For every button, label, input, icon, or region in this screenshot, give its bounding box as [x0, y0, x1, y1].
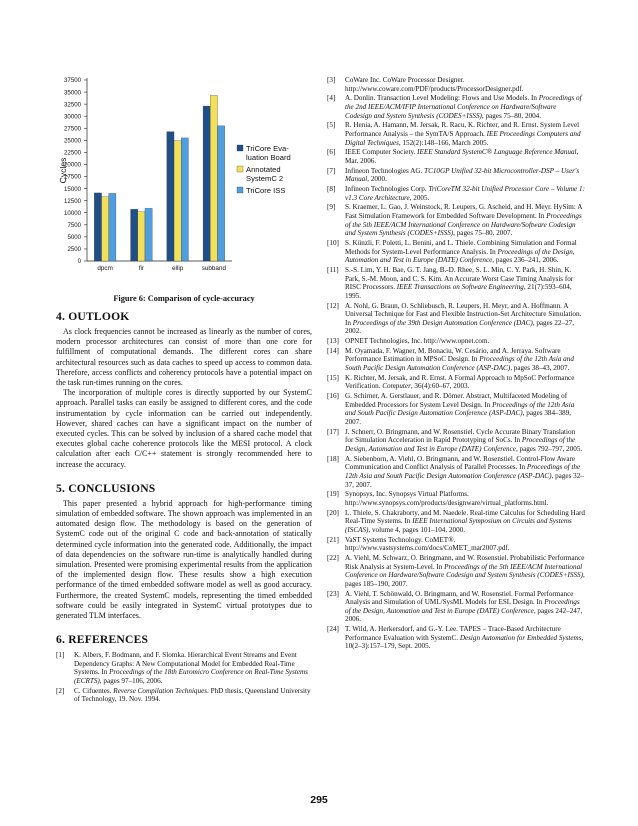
reference-number: [23] — [327, 589, 339, 598]
outlook-paragraph-2: The incorporation of multiple cores is directly supported by our SystemC approach. Parallel tasks can easily be assigned to different cores, and the code instrumentation by cycle information can be carried out independently. However, shared caches can have a significant impact on the number of executed cycles. This can be solved by inclusion of a shared cache model that executes global cache coherence protocols like the MESI protocol. A clock calculation after each C/C++ statement is strongly recommended here to increase the accuracy. — [56, 388, 312, 469]
page-number: 295 — [310, 794, 328, 806]
reference-text: , pages 384–389, 2007. — [345, 409, 572, 426]
reference-item — [327, 185, 585, 202]
bar — [167, 132, 174, 261]
reference-text: T. Wild, A. Herkersdorf, and G.-Y. Lee. TAPES – Trace-Based Architecture Performance Evaluation with SystemC. — [345, 625, 561, 642]
left-text — [56, 310, 312, 705]
reference-list-right — [327, 76, 585, 651]
reference-number: [20] — [327, 508, 339, 517]
reference-number: [1] — [56, 651, 65, 660]
reference-text: Proceedings of the Design, Automation and Test in Europe (DATE) Conference — [345, 436, 576, 453]
reference-item — [327, 167, 585, 184]
reference-item — [327, 121, 585, 147]
reference-text: S.-S. Lim, Y. H. Bae, G. T. Jang, B.-D. Rhee, S. L. Min, C. Y. Park, H. Shin, K. Park, S.-M. Moon, and C. S. Kim. An Accurate Worst Case Timing Analysis for RISC Processors. — [345, 265, 574, 292]
reference-text: IEEE Standard SystemC® Language Reference Manual — [417, 148, 577, 157]
reference-text: CoWare Inc. CoWare Processor Designer. http://www.coware.com/PDF/products/ProcessorDesigner.pdf. — [345, 76, 524, 93]
reference-number: [13] — [327, 337, 339, 346]
reference-text: Proceedings of the 12th Asia and South Pacific Design Automation Conference (ASP-DAC) — [345, 355, 574, 373]
reference-number: [8] — [327, 185, 336, 194]
legend-swatch — [237, 187, 243, 193]
reference-text: A. Viehl, T. Schönwald, O. Bringmann, and W. Rosenstiel. Formal Performance Analysis and Simulation of UML/SysML Models for ESL Design. In — [345, 589, 574, 607]
reference-text: , pages 242–247, 2006. — [345, 606, 583, 624]
reference-item — [327, 239, 585, 265]
reference-item — [327, 625, 585, 651]
reference-text: , pages 97–106, 2006. — [99, 677, 163, 686]
reference-item — [327, 455, 585, 489]
reference-text: IEE Proceedings Computers and Digital Techniques — [345, 129, 581, 147]
reference-item — [327, 302, 585, 336]
legend-label: Annotated — [246, 165, 281, 174]
reference-text: , pages 75–80, 2007. — [453, 229, 513, 238]
reference-text: , Mar. 2006. — [345, 148, 579, 165]
reference-text: Computer — [382, 382, 411, 391]
reference-text: , 21(7):593–604, 1995. — [345, 283, 572, 300]
legend-label: TriCore ISS — [246, 186, 286, 195]
reference-text: IEEE International Symposium on Circuits and Systems (ISCAS) — [345, 517, 572, 534]
legend-swatch — [237, 166, 243, 172]
y-tick-label: 20000 — [64, 161, 81, 169]
reference-text: R. Henia, A. Hamann, M. Jersak, R. Racu, K. Richter, and R. Ernst. System Level Performance Analysis – the SymTA/S Approach. — [345, 121, 580, 138]
reference-text: , 2005. — [409, 193, 430, 202]
reference-text: , 2000. — [367, 175, 387, 184]
legend-swatch — [237, 145, 243, 151]
cycle-accuracy-chart — [56, 72, 312, 292]
reference-number: [2] — [56, 686, 65, 695]
reference-text: A. Donlin. Transaction Level Modeling: Flows and Use Models. In — [345, 94, 539, 103]
reference-text: Reverse Compilation Techniques — [113, 686, 208, 695]
reference-number: [9] — [327, 203, 336, 212]
reference-number: [12] — [327, 301, 339, 310]
reference-text: . PhD thesis, Queensland University of Technology, 19. Nov. 1994. — [74, 686, 311, 704]
reference-text: Proceedings of the Design, Automation and Test in Europe (DATE) Conference — [345, 247, 575, 265]
reference-text: Synopsys, Inc. Synopsys Virtual Platforms. http://www.synopsys.com/products/designware/virtual_platforms.html. — [345, 490, 549, 507]
y-tick-label: 35000 — [64, 89, 81, 97]
reference-text: M. Oyamada, F. Wagner, M. Bonaciu, W. Cesário, and A. Jerraya. Software Performance Estimation in MPSoC Design. In — [345, 346, 561, 364]
reference-number: [11] — [327, 265, 339, 274]
reference-text: Proceedings of the 12th Asia and South Pacific Design Automation Conference (ASP-DAC) — [345, 463, 581, 480]
reference-text: OPNET Technologies, Inc. http://www.opnet.com. — [345, 337, 490, 346]
reference-text: TC10GP Unified 32-bit Microcontroller-DSP – User's Manual — [345, 166, 580, 184]
reference-number: [16] — [327, 392, 339, 401]
y-tick-label: 30000 — [64, 113, 81, 121]
references-heading: 6. REFERENCES — [56, 633, 149, 647]
y-axis-label: Cycles — [58, 157, 68, 184]
reference-item — [327, 490, 585, 507]
reference-number: [4] — [327, 94, 336, 103]
reference-text: G. Schirner, A. Gerstlauer, and R. Dömer. Abstract, Multifaceted Modeling of Embedded Processors for System Level Design. In — [345, 392, 568, 409]
reference-text: Proceedings of the Design, Automation and Test in Europe (DATE) Conference — [345, 598, 580, 615]
reference-text: S. Künzli, F. Poletti, L. Benini, and L. Thiele. Combining Simulation and Formal Methods for System-Level Performance Analysis. In — [345, 239, 577, 256]
y-tick-label: 5000 — [67, 234, 81, 242]
outlook-heading: 4. OUTLOOK — [56, 310, 130, 323]
reference-number: [24] — [327, 625, 339, 634]
reference-text: , pages 22–27, 2002. — [345, 318, 575, 336]
bar — [174, 141, 181, 261]
x-tick-label: subband — [201, 265, 226, 272]
reference-item — [56, 687, 312, 704]
reference-text: , 152(2):148–166, March 2005. — [398, 138, 489, 147]
reference-text: Proceedings of the 39th Design Automation Conference (DAC) — [352, 318, 533, 327]
y-tick-label: 17500 — [64, 173, 81, 181]
reference-item — [327, 509, 585, 535]
y-tick-label: 2500 — [67, 246, 81, 254]
reference-item — [327, 266, 585, 300]
y-tick-label: 25000 — [64, 137, 81, 145]
reference-item — [327, 337, 585, 346]
reference-text: S. Kraemer, L. Gao, J. Weinstock, R. Leupers, G. Ascheid, and H. Meyr. HySim: A Fast Simulation Framework for Embedded Software Development. In — [345, 203, 582, 221]
x-tick-label: dpcm — [97, 265, 113, 272]
reference-list-left — [56, 651, 312, 704]
y-tick-label: 37500 — [64, 77, 81, 85]
reference-text: A. Viehl, M. Schwarz, O. Bringmann, and W. Rosenstiel. Probabilistic Performance Risk Analysis at System-Level. In — [345, 554, 585, 571]
reference-item — [327, 554, 585, 588]
reference-text: TriCoreTM 32-bit Unified Processor Core – Volume 1: v1.3 Core Architecture — [345, 185, 585, 202]
conclusions-paragraph-1: This paper presented a hybrid approach for high-performance timing simulation of embedded software. The shown approach was implemented in an automated design flow. The methodology is based on the generation of SystemC code out of the original C code and back-annotation of statically determined cycle information into the generated code. Additionally, the impact of data dependencies on the software run-time is analytically handled during simulation. Presented were promising experimental results from the application of the implemented design flow. These results show a high execution performance of the timed embedded software model as well as good accuracy. Furthermore, the created SystemC models, representing the timed embedded software could be easily integrated in SystemC virtual prototypes due to generated TLM interfaces. — [56, 498, 312, 621]
reference-number: [19] — [327, 490, 339, 499]
reference-item — [327, 536, 585, 553]
reference-text: Infineon Technologies Corp. — [345, 185, 429, 194]
bar — [138, 212, 145, 261]
reference-text: , pages 185–190, 2007. — [345, 571, 585, 588]
reference-text: IEEE Transactions on Software Engineering — [396, 283, 524, 292]
reference-text: Proceedings of the 5th IEEE/ACM International Conference on Hardware/Software Codesign and System Synthesis (CODES+ISSS) — [345, 562, 583, 580]
y-tick-label: 12500 — [64, 197, 81, 205]
reference-text: Proceedings of the 2nd IEEE/ACM/IFIP International Conference on Hardware/Software Codesign and System Synthesis (CODES+ISSS) — [345, 94, 582, 120]
reference-item — [327, 203, 585, 237]
bar — [181, 138, 188, 261]
reference-text: Infineon Technologies AG. — [345, 166, 425, 175]
reference-item — [327, 428, 585, 454]
reference-number: [15] — [327, 373, 339, 382]
reference-item — [327, 590, 585, 624]
x-tick-label: ellip — [172, 265, 184, 272]
reference-number: [17] — [327, 427, 339, 436]
bar — [217, 126, 224, 261]
reference-text: Design Automation for Embedded Systems — [459, 633, 582, 642]
reference-number: [5] — [327, 121, 336, 130]
y-tick-label: 0 — [77, 258, 81, 266]
bar — [94, 193, 101, 261]
bar — [131, 209, 138, 261]
reference-text: , 10(2–3):157–179, Sept. 2005. — [345, 633, 584, 651]
reference-number: [14] — [327, 346, 339, 355]
reference-text: A. Nohl, G. Braun, O. Schliebusch, R. Leupers, H. Meyr, and A. Hoffmann. A Universal Technique for Fast and Flexible Instruction-Set Architecture Simulation. In — [345, 301, 582, 327]
reference-item — [56, 651, 312, 685]
outlook-paragraph-1: As clock frequencies cannot be increased as linearly as the number of cores, modern processor architectures can consist of more than one core for fulfillment of computational demands. The different cores can share architectural resources such as data caches to speed up access to common data. Therefore, access conflicts and coherency protocols have a potential impact on the task run-times running on the cores. — [56, 327, 312, 388]
reference-text: IEEE Computer Society. — [345, 148, 418, 157]
bar — [109, 193, 116, 261]
figure-caption: Figure 6: Comparison of cycle-accuracy — [113, 294, 255, 303]
reference-text: Proceedings of the 12th Asia and South Pacific Design Automation Conference (ASP-DAC) — [345, 400, 575, 418]
reference-text: , pages 236–241, 2006. — [492, 256, 559, 265]
reference-number: [22] — [327, 554, 339, 563]
reference-text: , pages 38–43, 2007. — [510, 364, 570, 373]
bar — [203, 106, 210, 261]
reference-text: K. Richter, M. Jersak, and R. Ernst. A Formal Approach to MpSoC Performance Verification. — [345, 373, 575, 391]
reference-text: Proceedings of the 18th Euromicro Conference on Real-Time Systems (ECRTS) — [74, 668, 308, 686]
legend-label: SystemC 2 — [246, 174, 284, 183]
reference-text: C. Cifuentes. — [74, 686, 114, 695]
reference-text: L. Thiele, S. Chakraborty, and M. Naedele. Real-time Calculus for Scheduling Hard Real-Time Systems. In — [345, 508, 585, 526]
reference-text: A. Siebenborn, A. Viehl, O. Bringmann, and W. Rosenstiel. Control-Flow Aware Communication and Conflict Analysis of Parallel Processes. In — [345, 454, 576, 472]
reference-text: , volume 4, pages 101–104, 2000. — [368, 525, 465, 534]
y-tick-label: 15000 — [64, 185, 81, 193]
x-tick-label: fir — [138, 265, 144, 272]
reference-number: [3] — [327, 76, 336, 84]
bar — [145, 208, 152, 261]
legend-label: luation Board — [246, 153, 291, 162]
y-tick-label: 32500 — [64, 101, 81, 109]
y-tick-label: 7500 — [67, 222, 81, 229]
reference-number: [7] — [327, 166, 336, 175]
reference-text: , pages 32–37, 2007. — [345, 471, 584, 489]
reference-number: [21] — [327, 535, 339, 544]
reference-text: , 36(4):60–67, 2003. — [410, 382, 470, 391]
reference-item — [327, 148, 585, 165]
reference-text: K. Albers, F. Bodmann, and F. Slomka. Hierarchical Event Streams and Event Dependency Graphs: A New Computational Model for Embedded Real-Time Systems. In — [74, 651, 297, 677]
legend-label: TriCore Eva- — [246, 144, 289, 153]
right-column — [327, 76, 585, 652]
y-tick-label: 10000 — [64, 209, 81, 217]
reference-text: VaST Systems Technology. CoMET®. http://www.vastsystems.com/docs/CoMET_mar2007.pdf. — [345, 535, 510, 553]
reference-number: [6] — [327, 148, 336, 157]
bar — [210, 95, 217, 261]
reference-item — [327, 374, 585, 391]
reference-item — [327, 94, 585, 120]
y-tick-label: 27500 — [64, 125, 81, 133]
conclusions-heading: 5. CONCLUSIONS — [56, 481, 156, 495]
reference-text: J. Schnerr, O. Bringmann, and W. Rosenstiel. Cycle Accurate Binary Translation for Simulation Acceleration in Rapid Prototyping of SoCs. In — [345, 427, 576, 445]
bar — [102, 197, 109, 261]
reference-text: Proceedings of the 5th IEEE/ACM International Conference on Hardware/Software Codesign and System Synthesis (CODES+ISSS) — [345, 212, 582, 238]
reference-number: [10] — [327, 239, 339, 247]
reference-text: , pages 75–80, 2004. — [481, 111, 542, 120]
reference-number: [18] — [327, 454, 339, 463]
reference-text: , pages 792–797, 2005. — [515, 444, 583, 453]
reference-item — [327, 347, 585, 373]
reference-item — [327, 392, 585, 426]
y-tick-label: 22500 — [64, 149, 81, 157]
reference-item — [327, 76, 585, 93]
